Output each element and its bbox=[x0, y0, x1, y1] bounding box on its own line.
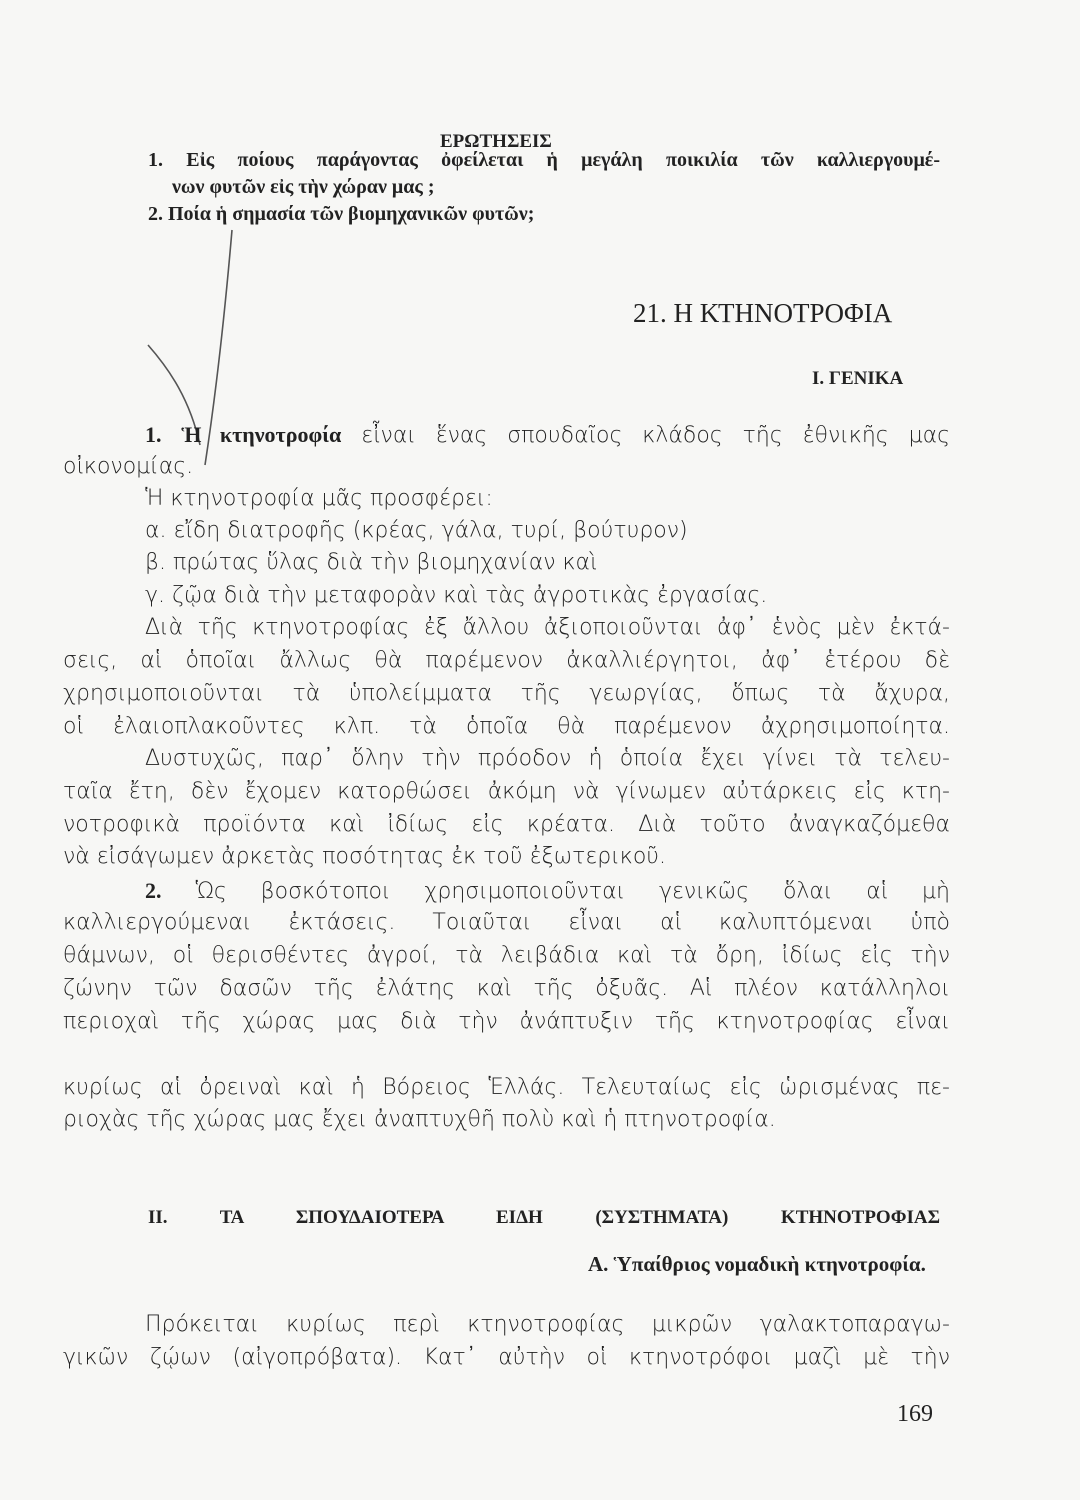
text-line: ταῖα ἔτη, δὲν ἔχομεν κατορθώσει ἀκόμη νὰ γίνωμεν αὐτάρκεις εἰς κτη- bbox=[63, 779, 950, 804]
question-1-line-1: 1. Εἰς ποίους παράγοντας ὀφείλεται ἡ μεγάλη ποικιλία τῶν καλλιεργουμέ- bbox=[148, 149, 940, 171]
section-heading-general: Ι. ΓΕΝΙΚΑ bbox=[812, 368, 904, 389]
text-line: ζώνην τῶν δασῶν τῆς ἐλάτης καὶ τῆς ὀξυᾶς. Αἱ πλέον κατάλληλοι bbox=[63, 976, 950, 1001]
text-line: Πρόκειται κυρίως περὶ κτηνοτροφίας μικρῶν γαλακτοπαραγω- bbox=[145, 1312, 950, 1337]
questions-title: ΕΡΩΤΗΣΕΙΣ bbox=[440, 131, 552, 152]
text-line: α. εἴδη διατροφῆς (κρέας, γάλα, τυρί, βούτυρον) bbox=[145, 518, 688, 543]
text-line: οἰκονομίας. bbox=[63, 454, 194, 479]
text-line: γικῶν ζῴων (αἰγοπρόβατα). Κατ᾽ αὐτὴν οἱ κτηνοτρόφοι μαζὶ μὲ τὴν bbox=[63, 1345, 950, 1370]
text-line: οἱ ἐλαιοπλακοῦντες κλπ. τὰ ὁποῖα θὰ παρέμενον ἀχρησιμοποίητα. bbox=[63, 714, 950, 739]
text-line: χρησιμοποιοῦνται τὰ ὑπολείμματα τῆς γεωργίας, ὅπως τὰ ἄχυρα, bbox=[63, 681, 950, 706]
question-1-line-2: νων φυτῶν εἰς τὴν χώραν μας ; bbox=[172, 176, 435, 198]
text-line: Διὰ τῆς κτηνοτροφίας ἐξ ἄλλου ἀξιοποιοῦνται ἀφ᾽ ἑνὸς μὲν ἐκτά- bbox=[145, 615, 950, 640]
text-line: θάμνων, οἱ θερισθέντες ἀγροί, τὰ λειβάδια καὶ τὰ ὄρη, ἰδίως εἰς τὴν bbox=[63, 943, 950, 968]
bold-term: Ἡ κτηνοτροφία bbox=[181, 422, 342, 447]
text-line: Ἡ κτηνοτροφία μᾶς προσφέρει: bbox=[145, 486, 493, 511]
section-heading-types: ΙΙ. ΤΑ ΣΠΟΥΔΑΙΟΤΕΡΑ ΕΙΔΗ (ΣΥΣΤΗΜΑΤΑ) ΚΤΗΝΟΤΡΟΦΙΑΣ bbox=[148, 1207, 940, 1228]
paragraph-2-first-line bbox=[145, 877, 950, 906]
text-line: σεις, αἱ ὁποῖαι ἄλλως θὰ παρέμενον ἀκαλλιέργητοι, ἀφ᾽ ἑτέρου δὲ bbox=[63, 648, 950, 673]
paragraph-number: 1. bbox=[145, 422, 162, 447]
text-line: νὰ εἰσάγωμεν ἀρκετὰς ποσότητας ἐκ τοῦ ἐξωτερικοῦ. bbox=[63, 844, 667, 869]
text-line: κυρίως αἱ ὀρειναὶ καὶ ἡ Βόρειος Ἑλλάς. Τελευταίως εἰς ὡρισμένας πε- bbox=[63, 1075, 950, 1100]
text-line: ριοχὰς τῆς χώρας μας ἔχει ἀναπτυχθῆ πολὺ καὶ ἡ πτηνοτροφία. bbox=[63, 1107, 776, 1132]
text-line: β. πρώτας ὕλας διὰ τὴν βιομηχανίαν καὶ bbox=[145, 550, 598, 575]
paragraph-number: 2. bbox=[145, 878, 162, 903]
text-line: νοτροφικὰ προϊόντα καὶ ἰδίως εἰς κρέατα. Διὰ τοῦτο ἀναγκαζόμεθα bbox=[63, 812, 950, 837]
chapter-title: 21. Η ΚΤΗΝΟΤΡΟΦΙΑ bbox=[633, 298, 893, 328]
page-number: 169 bbox=[897, 1401, 933, 1427]
text-line: Δυστυχῶς, παρ᾽ ὅλην τὴν πρόοδον ἡ ὁποία ἔχει γίνει τὰ τελευ- bbox=[145, 746, 950, 771]
text-line: γ. ζῷα διὰ τὴν μεταφορὰν καὶ τὰς ἀγροτικὰς ἐργασίας. bbox=[145, 583, 768, 608]
text-line: περιοχαὶ τῆς χώρας μας διὰ τὴν ἀνάπτυξιν τῆς κτηνοτροφίας εἶναι bbox=[63, 1009, 950, 1034]
question-2: 2. Ποία ἡ σημασία τῶν βιομηχανικῶν φυτῶν; bbox=[148, 203, 535, 225]
paragraph-1-first-line bbox=[145, 421, 950, 450]
text: εἶναι ἕνας σπουδαῖος κλάδος τῆς ἐθνικῆς μας bbox=[361, 423, 950, 448]
text-line: καλλιεργούμεναι ἐκτάσεις. Τοιαῦται εἶναι αἱ καλυπτόμεναι ὑπὸ bbox=[63, 910, 950, 935]
subsection-heading-a: Α. Ὑπαίθριος νομαδικὴ κτηνοτροφία. bbox=[588, 1252, 926, 1276]
text: Ὡς βοσκότοποι χρησιμοποιοῦνται γενικῶς ὅλαι αἱ μὴ bbox=[195, 879, 951, 904]
